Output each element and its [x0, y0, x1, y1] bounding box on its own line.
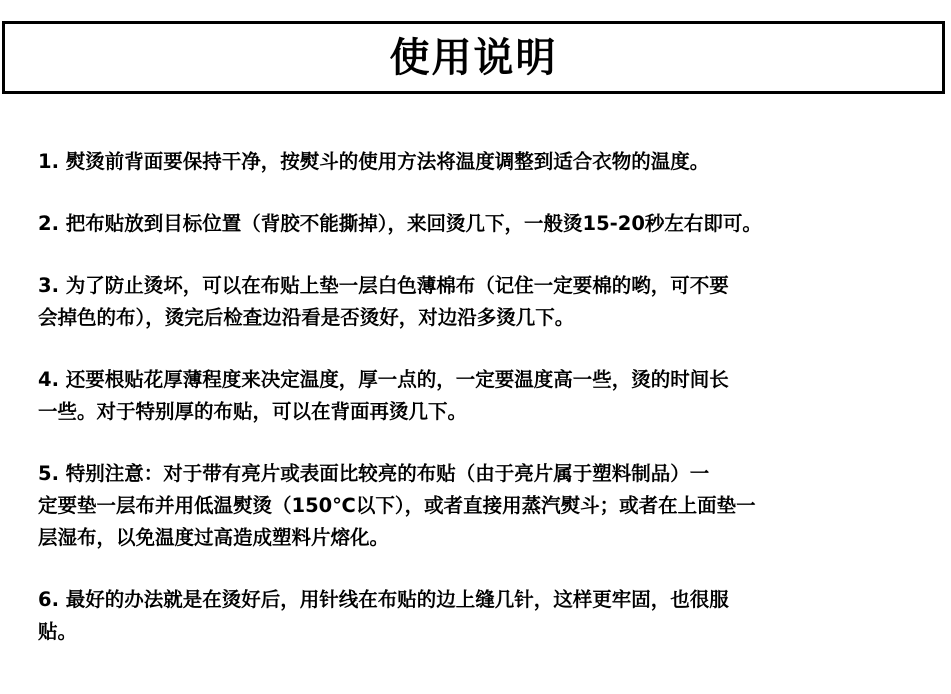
instruction-item-3	[38, 270, 918, 334]
instruction-line: 3. 为了防止烫坏，可以在布贴上垫一层白色薄棉布（记住一定要棉的哟，可不要	[38, 274, 729, 297]
instruction-line: 4. 还要根贴花厚薄程度来决定温度，厚一点的，一定要温度高一些，烫的时间长	[38, 368, 729, 391]
instruction-item-6	[38, 584, 918, 648]
instruction-line: 2. 把布贴放到目标位置（背胶不能撕掉），来回烫几下，一般烫15-20秒左右即可。	[38, 212, 762, 235]
instruction-line: 6. 最好的办法就是在烫好后，用针线在布贴的边上缝几针，这样更牢固，也很服	[38, 588, 729, 611]
instruction-item-4	[38, 364, 918, 428]
instructions-list	[38, 146, 918, 678]
instruction-line: 一些。对于特别厚的布贴，可以在背面再烫几下。	[38, 400, 468, 423]
instruction-line: 贴。	[38, 620, 78, 643]
instruction-line: 会掉色的布），烫完后检查边沿看是否烫好，对边沿多烫几下。	[38, 306, 575, 329]
instruction-item-2	[38, 208, 918, 240]
instruction-line: 层湿布，以免温度过高造成塑料片熔化。	[38, 526, 390, 549]
instruction-line: 5. 特别注意：对于带有亮片或表面比较亮的布贴（由于亮片属于塑料制品）一	[38, 462, 710, 485]
instruction-item-5	[38, 458, 918, 554]
instruction-line: 1. 熨烫前背面要保持干净，按熨斗的使用方法将温度调整到适合衣物的温度。	[38, 150, 710, 173]
page-title: 使用说明	[389, 33, 558, 81]
instruction-item-1	[38, 146, 918, 178]
instruction-line: 定要垫一层布并用低温熨烫（150℃以下），或者直接用蒸汽熨斗；或者在上面垫一	[38, 494, 756, 517]
title-box	[2, 21, 945, 94]
